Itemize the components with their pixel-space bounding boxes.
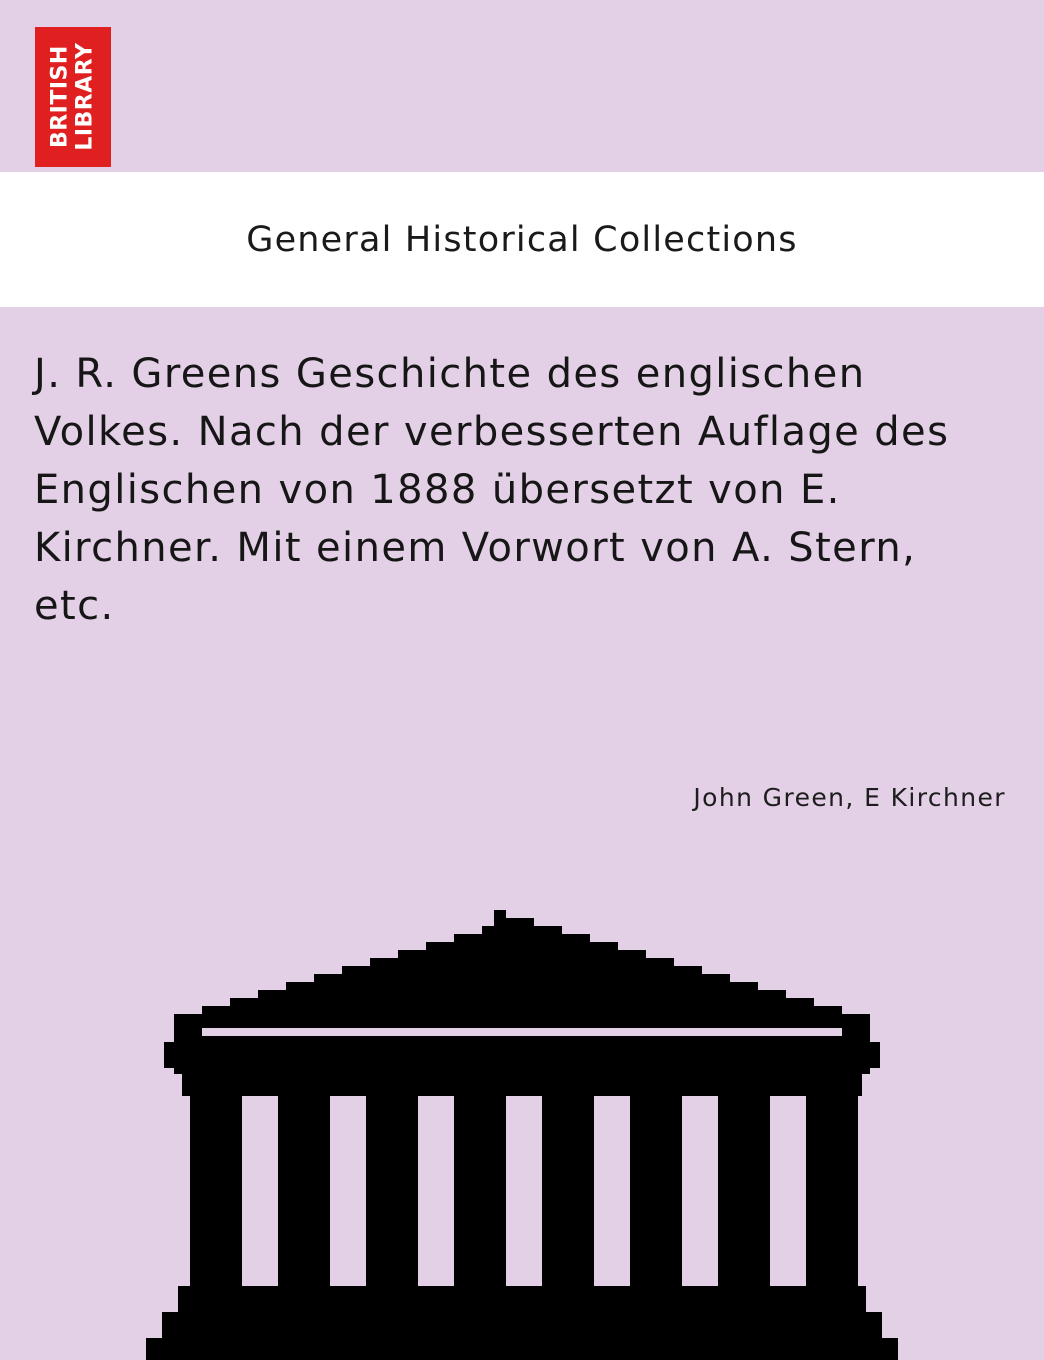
logo-line-library: LIBRARY [72,42,98,152]
series-title: General Historical Collections [246,219,798,260]
logo-line-british: BRITISH [47,45,73,149]
series-band [0,172,1044,307]
page-title: J. R. Greens Geschichte des englischen Volkes. Nach der verbesserten Auflage des Englischen von 1888 übersetzt von E. Kirchner. Mit einem Vorwort von A. Stern, etc. [34,351,950,629]
author-line: John Green, E Kirchner [693,783,1006,812]
parthenon-temple-illustration [0,900,1044,1360]
british-library-logo [35,27,111,167]
british-library-logo-text [48,43,97,151]
